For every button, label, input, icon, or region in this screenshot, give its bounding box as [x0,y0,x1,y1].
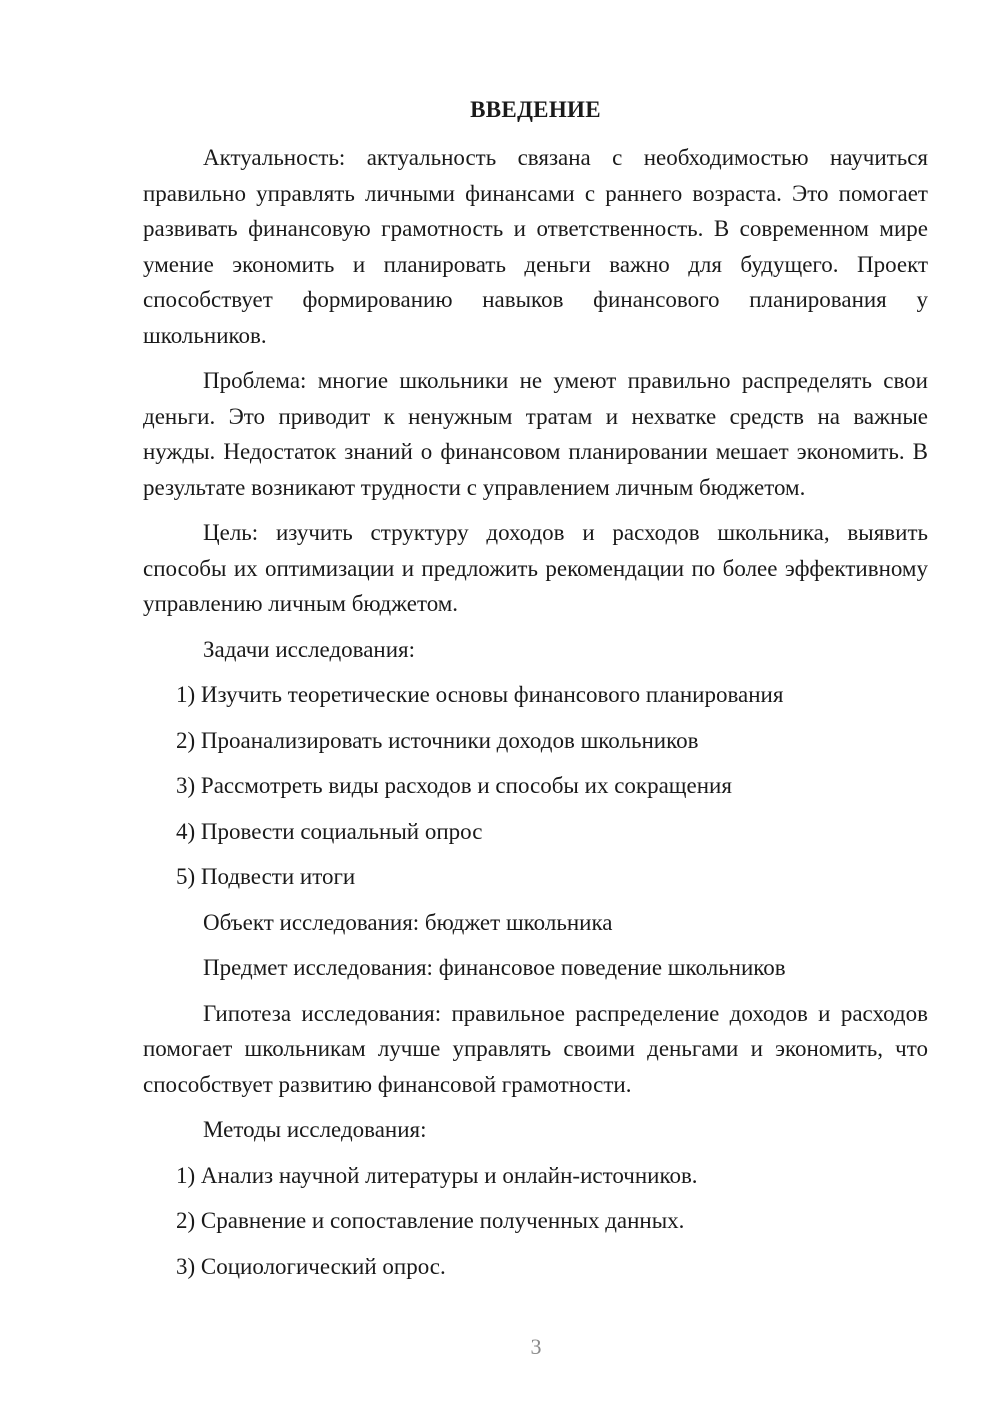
tasks-heading: Задачи исследования: [203,636,416,662]
methods-heading: Методы исследования: [203,1117,427,1142]
methods-list [143,1158,928,1285]
object-line: Объект исследования: бюджет школьника [203,909,613,935]
list-item: 4) Провести социальный опрос [176,818,483,844]
goal-paragraph: Цель: изучить структуру доходов и расходов школьника, выявить способы их оптимизации и предложить рекомендации по более эффективному управлению личным бюджетом. [143,520,928,616]
document-page [143,92,928,1294]
page-number: 3 [530,1334,542,1359]
list-item: 3) Рассмотреть виды расходов и способы их сокращения [176,773,732,798]
relevance-paragraph: Актуальность: актуальность связана с необходимостью научиться правильно управлять личными финансами с раннего возраста. Это помогает развивать финансовую грамотность и ответственность. В современном мире умение экономить и планировать деньги важно для будущего. Проект способствует формированию навыков финансового планирования у школьников. [143,145,928,348]
list-item: 1) Анализ научной литературы и онлайн-источников. [176,1162,698,1188]
list-item: 1) Изучить теоретические основы финансового планирования [176,682,784,707]
hypothesis-paragraph: Гипотеза исследования: правильное распределение доходов и расходов помогает школьникам лучше управлять своими деньгами и экономить, что способствует развитию финансовой грамотности. [143,1000,928,1097]
problem-paragraph: Проблема: многие школьники не умеют правильно распределять свои деньги. Это приводит к ненужным тратам и нехватке средств на важные нужды. Недостаток знаний о финансовом планировании мешает экономить. В результате возникают трудности с управлением личным бюджетом. [143,368,928,500]
page-title: ВВЕДЕНИЕ [470,97,601,122]
subject-line: Предмет исследования: финансовое поведение школьников [203,955,786,980]
list-item: 2) Проанализировать источники доходов школьников [176,727,699,753]
tasks-list [143,677,928,895]
list-item: 3) Социологический опрос. [176,1253,446,1279]
list-item: 2) Сравнение и сопоставление полученных данных. [176,1208,685,1233]
list-item: 5) Подвести итоги [176,864,356,889]
